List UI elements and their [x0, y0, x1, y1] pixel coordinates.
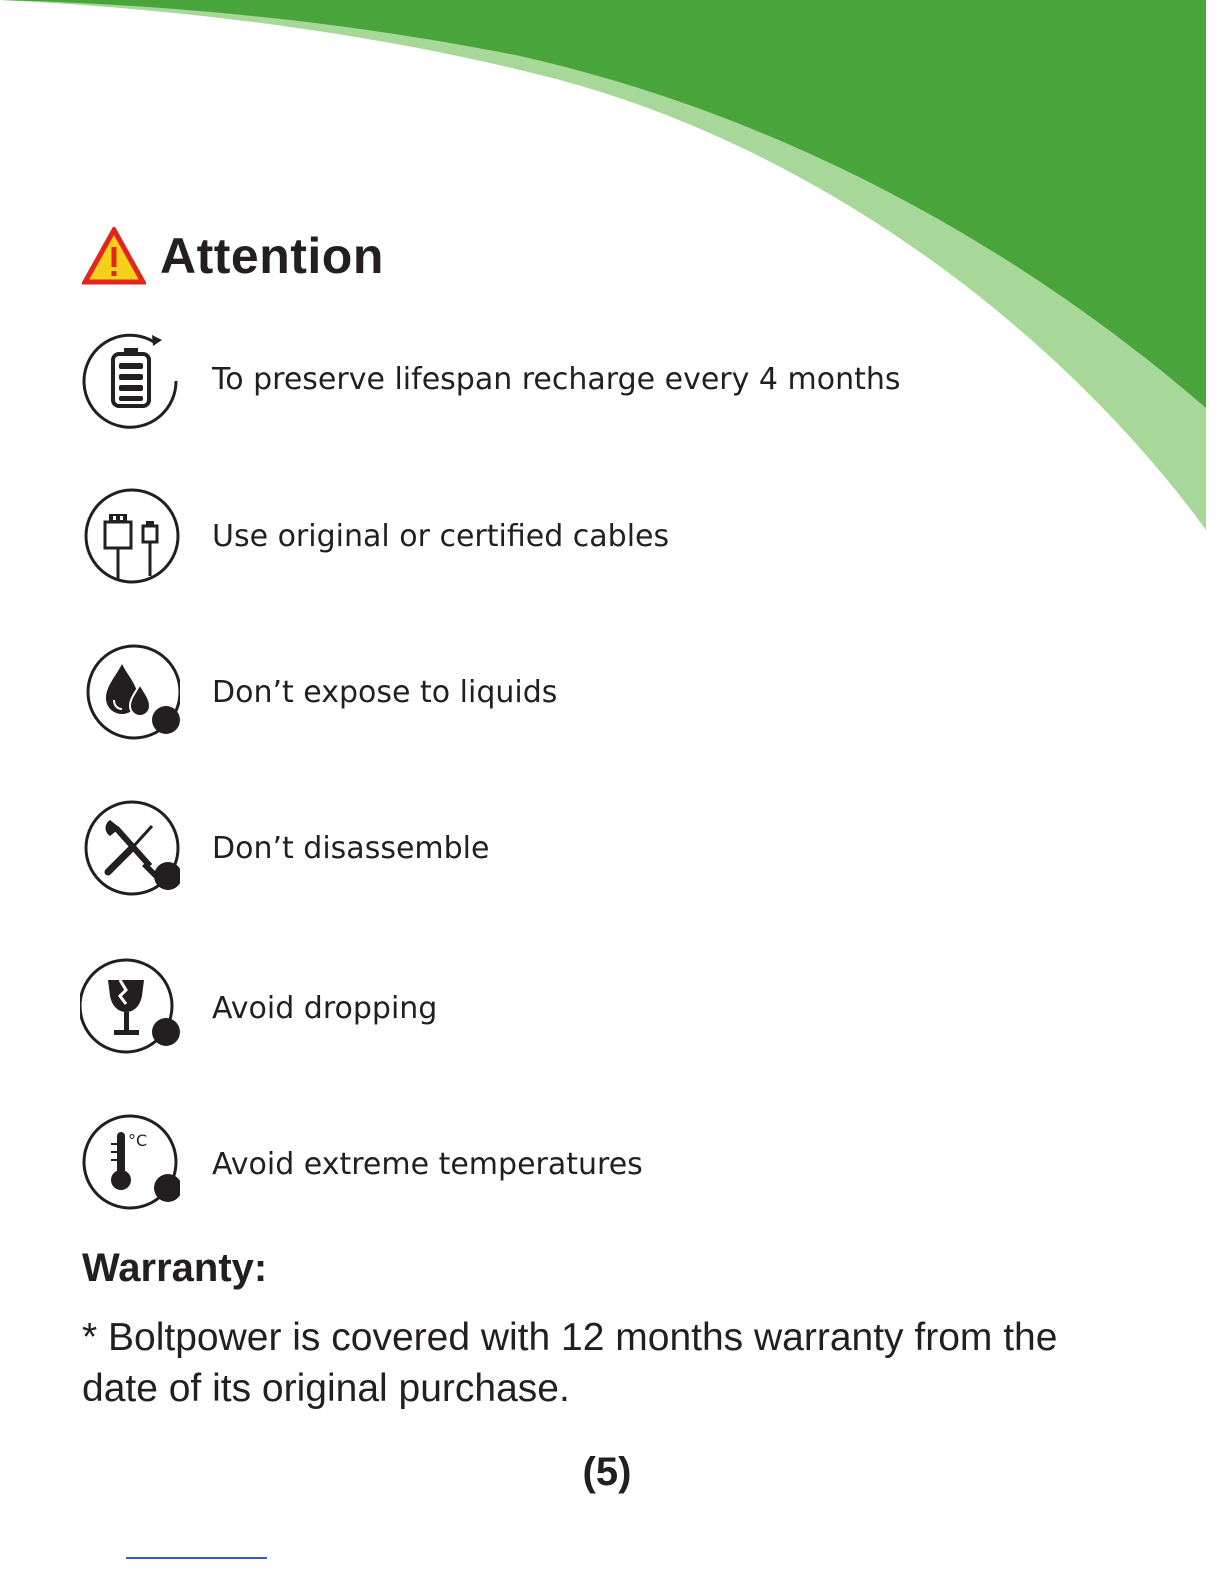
rule-text: Use original or certified cables: [212, 518, 670, 554]
cable-icon: [80, 486, 180, 586]
rule-dropping: [80, 958, 437, 1058]
rule-recharge: [80, 329, 901, 429]
rule-text: Avoid dropping: [212, 990, 438, 1026]
warning-triangle-icon: [82, 227, 146, 285]
rule-text: Don’t disassemble: [212, 830, 490, 866]
fragile-glass-icon: [80, 958, 180, 1058]
rule-text: Don’t expose to liquids: [212, 674, 558, 710]
rule-text: To preserve lifespan recharge every 4 months: [212, 361, 901, 397]
warranty-text: * Boltpower is covered with 12 months warranty from the date of its original purchase.: [82, 1316, 1058, 1410]
thermometer-icon: [80, 1114, 180, 1214]
celsius-unit-label: °C: [128, 1131, 148, 1150]
footer-rule: [126, 1557, 267, 1559]
battery-recharge-icon: [80, 329, 180, 429]
liquid-drops-icon: [80, 642, 180, 742]
page-number: (5): [582, 1450, 632, 1494]
rule-temperatures: [80, 1114, 643, 1214]
attention-title: Attention: [160, 228, 384, 284]
warranty-heading: Warranty:: [82, 1246, 268, 1290]
rule-disassemble: [80, 798, 489, 898]
rule-cables: [80, 486, 669, 586]
rule-text: Avoid extreme temperatures: [212, 1146, 643, 1182]
rule-liquids: [80, 642, 557, 742]
tools-icon: [80, 798, 180, 898]
attention-heading: [82, 216, 384, 296]
